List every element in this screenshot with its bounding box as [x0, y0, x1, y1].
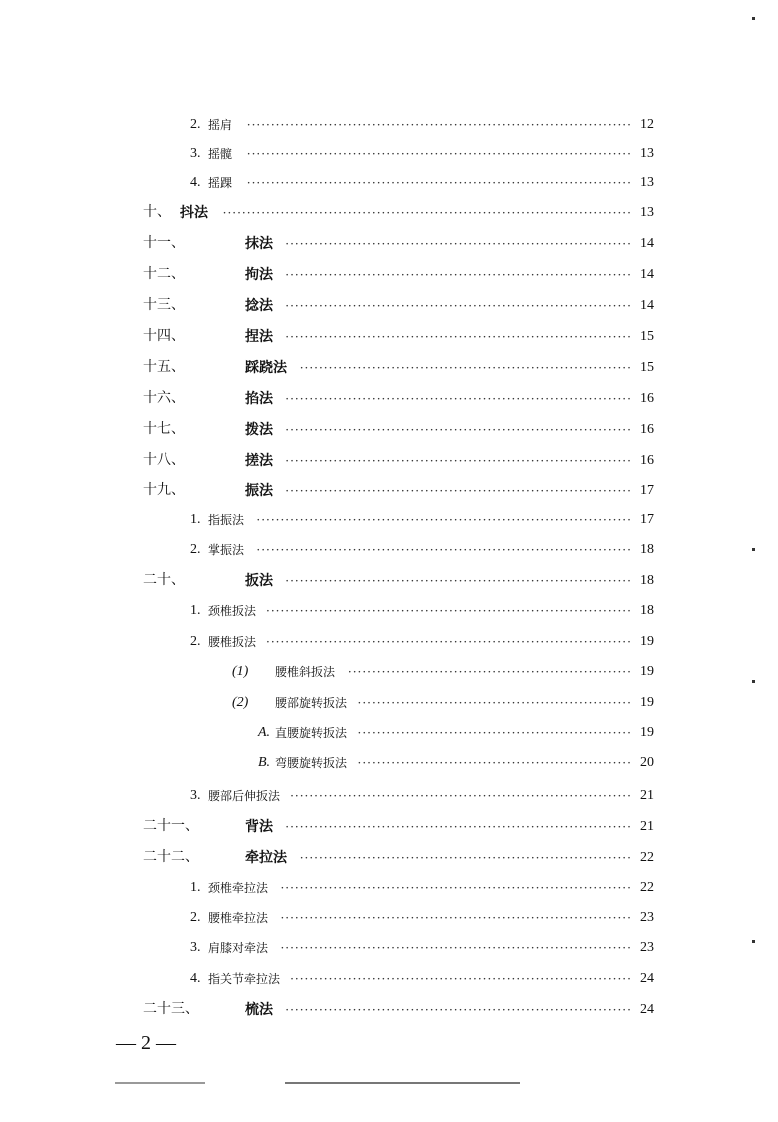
entry-number: (1) [232, 664, 249, 679]
entry-title: 拨法 [245, 422, 273, 438]
entry-page: 15 [640, 360, 654, 375]
dot-leader: ······································································· [290, 972, 632, 986]
entry-number: 二十一、 [143, 819, 199, 834]
toc-entry [0, 325, 778, 349]
entry-title: 梳法 [245, 1002, 273, 1018]
entry-title: 抹法 [245, 236, 273, 252]
entry-page: 19 [640, 725, 654, 740]
toc-entry [0, 569, 778, 593]
dot-leader: ················································································ [246, 118, 632, 132]
entry-page: 17 [640, 512, 654, 527]
scan-artifact-dot [752, 940, 755, 943]
entry-number: 十六、 [143, 391, 185, 406]
toc-entry [0, 171, 778, 195]
entry-page: 13 [640, 146, 654, 161]
toc-entry [0, 630, 778, 654]
dot-leader: ········································································ [285, 330, 632, 344]
toc-entry [0, 508, 778, 532]
entry-number: A. [258, 725, 271, 740]
dot-leader: ·············································································· [256, 543, 632, 557]
dot-leader: ········································································ [285, 820, 632, 834]
entry-number: 十七、 [143, 422, 185, 437]
entry-number: 十一、 [143, 236, 185, 251]
dot-leader: ········································································ [285, 392, 632, 406]
entry-title: 直腰旋转扳法 [275, 726, 348, 740]
entry-page: 18 [640, 603, 654, 618]
toc-entry [0, 201, 778, 225]
entry-number: 十三、 [143, 298, 185, 313]
entry-page: 13 [640, 175, 654, 190]
entry-page: 14 [640, 298, 654, 313]
entry-number: 十二、 [143, 267, 185, 282]
toc-entry [0, 599, 778, 623]
entry-title: 摇踝 [208, 176, 233, 190]
entry-title: 拘法 [245, 267, 273, 283]
entry-page: 14 [640, 236, 654, 251]
entry-page: 15 [640, 329, 654, 344]
entry-number: 1. [190, 880, 201, 895]
page-number: — 2 — [116, 1032, 176, 1054]
toc-entry [0, 142, 778, 166]
dot-leader: ········································································ [285, 299, 632, 313]
entry-title: 捏法 [245, 329, 273, 345]
entry-title: 掌振法 [208, 543, 245, 557]
entry-title: 扳法 [245, 573, 273, 589]
scan-artifact-dot [752, 680, 755, 683]
toc-entry [0, 660, 778, 684]
entry-number: 十八、 [143, 453, 185, 468]
entry-number: 2. [190, 634, 201, 649]
entry-title: 搓法 [245, 453, 273, 469]
entry-number: 十五、 [143, 360, 185, 375]
toc-entry [0, 751, 778, 775]
entry-page: 22 [640, 850, 654, 865]
entry-number: 十、 [143, 205, 171, 220]
entry-title: 腰椎扳法 [208, 635, 257, 649]
dot-leader: ········································································ [285, 423, 632, 437]
scan-artifact-dot [752, 548, 755, 551]
dot-leader: ········································································· [280, 941, 632, 955]
entry-page: 16 [640, 391, 654, 406]
entry-number: (2) [232, 695, 249, 710]
toc-entry [0, 387, 778, 411]
dot-leader: ········································································ [285, 268, 632, 282]
entry-number: 3. [190, 940, 201, 955]
dot-leader: ····································································· [299, 851, 632, 865]
dot-leader: ················································································ [246, 147, 632, 161]
toc-entry [0, 294, 778, 318]
dot-leader: ·············································································· [256, 513, 632, 527]
entry-title: 肩膝对牵法 [208, 941, 269, 955]
dot-leader: ············································································ [266, 635, 632, 649]
entry-title: 腰椎斜扳法 [275, 665, 336, 679]
entry-number: 二十三、 [143, 1002, 199, 1017]
toc-entry [0, 876, 778, 900]
toc-entry [0, 263, 778, 287]
entry-number: 4. [190, 175, 201, 190]
entry-number: 2. [190, 117, 201, 132]
scan-artifact-line [285, 1082, 520, 1084]
entry-page: 19 [640, 664, 654, 679]
entry-number: 2. [190, 542, 201, 557]
entry-title: 背法 [245, 819, 273, 835]
dot-leader: ········································································ [285, 1003, 632, 1017]
entry-number: 十四、 [143, 329, 185, 344]
entry-number: 4. [190, 971, 201, 986]
entry-title: 捻法 [245, 298, 273, 314]
dot-leader: ························································· [357, 696, 632, 710]
toc-entry [0, 936, 778, 960]
toc-entry [0, 846, 778, 870]
toc-entry [0, 784, 778, 808]
scan-artifact-line [115, 1082, 205, 1084]
entry-number: 3. [190, 788, 201, 803]
entry-number: 二十二、 [143, 850, 199, 865]
entry-page: 16 [640, 422, 654, 437]
entry-page: 17 [640, 483, 654, 498]
entry-page: 12 [640, 117, 654, 132]
entry-number: 3. [190, 146, 201, 161]
entry-number: 二十、 [143, 573, 185, 588]
toc-entry [0, 356, 778, 380]
toc-entry [0, 721, 778, 745]
entry-page: 23 [640, 940, 654, 955]
entry-page: 19 [640, 634, 654, 649]
dot-leader: ········································································ [285, 454, 632, 468]
dot-leader: ······································································· [290, 789, 632, 803]
entry-title: 指关节牵拉法 [208, 972, 281, 986]
toc-entry [0, 691, 778, 715]
entry-page: 21 [640, 788, 654, 803]
dot-leader: ························································· [357, 756, 632, 770]
entry-title: 摇肩 [208, 118, 233, 132]
entry-page: 20 [640, 755, 654, 770]
dot-leader: ············································································ [266, 604, 632, 618]
entry-number: 十九、 [143, 483, 185, 498]
toc-entry [0, 998, 778, 1022]
entry-title: 颈椎牵拉法 [208, 881, 269, 895]
toc-entry [0, 906, 778, 930]
toc-entry [0, 538, 778, 562]
entry-title: 颈椎扳法 [208, 604, 257, 618]
entry-title: 掐法 [245, 391, 273, 407]
toc-entry [0, 449, 778, 473]
entry-page: 18 [640, 573, 654, 588]
toc-entry [0, 232, 778, 256]
entry-title: 抖法 [180, 205, 208, 221]
entry-number: B. [258, 755, 271, 770]
entry-page: 18 [640, 542, 654, 557]
dot-leader: ········································································ [285, 237, 632, 251]
dot-leader: ········································································· [280, 911, 632, 925]
scan-artifact-dot [752, 17, 755, 20]
entry-number: 1. [190, 512, 201, 527]
entry-title: 腰部旋转扳法 [275, 696, 348, 710]
entry-title: 牵拉法 [245, 850, 287, 866]
dot-leader: ········································································ [285, 484, 632, 498]
entry-title: 振法 [245, 483, 273, 499]
entry-page: 16 [640, 453, 654, 468]
toc-entry [0, 815, 778, 839]
entry-title: 指振法 [208, 513, 245, 527]
toc-entry [0, 967, 778, 991]
entry-page: 14 [640, 267, 654, 282]
entry-number: 1. [190, 603, 201, 618]
dot-leader: ····································································· [299, 361, 632, 375]
entry-title: 弯腰旋转扳法 [275, 756, 348, 770]
dot-leader: ··························································· [347, 665, 632, 679]
entry-page: 22 [640, 880, 654, 895]
dot-leader: ························································· [357, 726, 632, 740]
entry-number: 2. [190, 910, 201, 925]
dot-leader: ········································································· [280, 881, 632, 895]
entry-page: 13 [640, 205, 654, 220]
entry-title: 踩跷法 [245, 360, 287, 376]
entry-page: 21 [640, 819, 654, 834]
toc-entry [0, 113, 778, 137]
toc-entry [0, 418, 778, 442]
entry-page: 23 [640, 910, 654, 925]
entry-title: 腰部后伸扳法 [208, 789, 281, 803]
entry-page: 24 [640, 971, 654, 986]
entry-page: 19 [640, 695, 654, 710]
dot-leader: ········································································ [285, 574, 632, 588]
entry-page: 24 [640, 1002, 654, 1017]
dot-leader: ················································································ [246, 176, 632, 190]
dot-leader: ····················································································· [222, 206, 632, 220]
toc-entry [0, 479, 778, 503]
entry-title: 腰椎牵拉法 [208, 911, 269, 925]
entry-title: 摇髋 [208, 147, 233, 161]
